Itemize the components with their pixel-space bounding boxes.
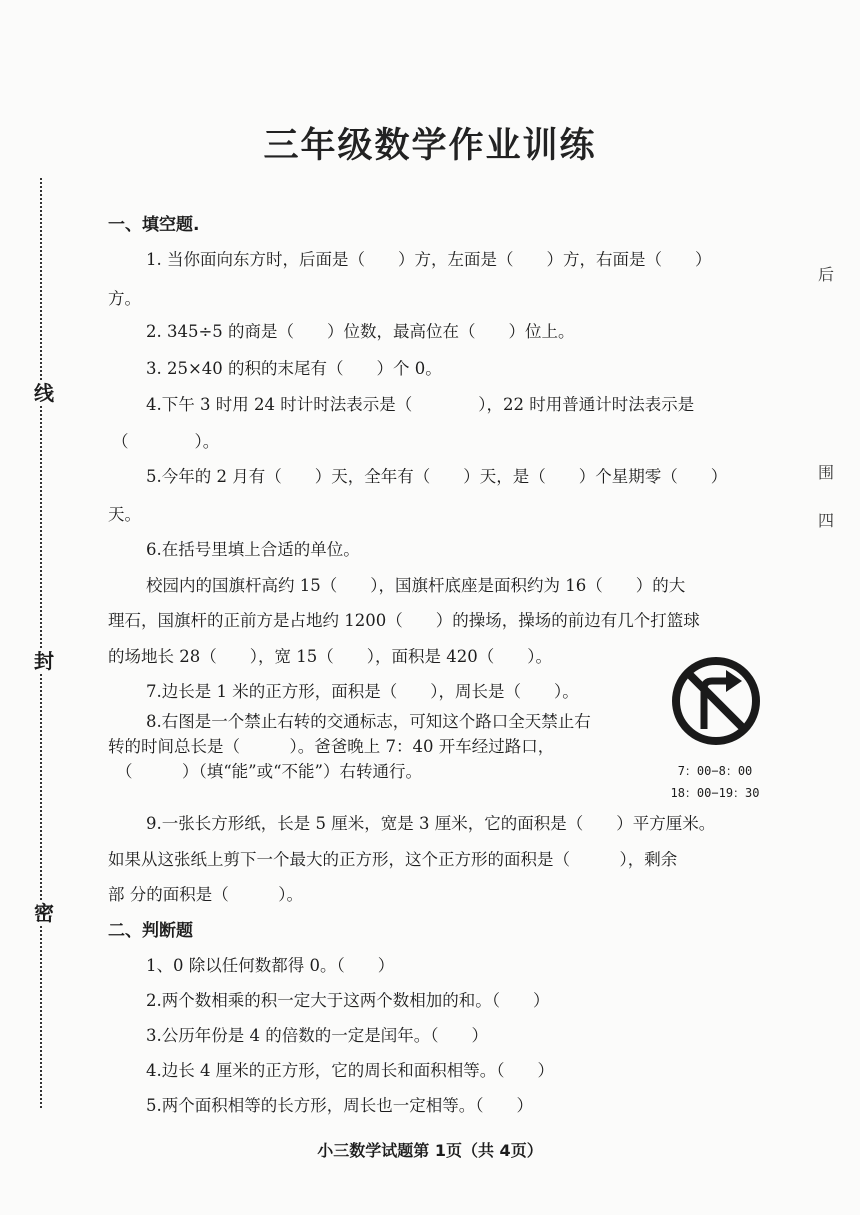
question-3: 3. 25×40 的积的末尾有（ ）个 0。	[146, 359, 442, 378]
question-4-line-1: 4.下午 3 时用 24 时计时法表示是（ ），22 时用普通计时法表示是	[146, 395, 695, 414]
question-2: 2. 345÷5 的商是（ ）位数，最高位在（ ）位上。	[146, 322, 575, 341]
section-heading-fill: 一、填空题.	[108, 215, 200, 235]
judge-4: 4.边长 4 厘米的正方形，它的周长和面积相等。（ ）	[146, 1061, 554, 1080]
no-right-turn-sign-icon	[670, 655, 762, 747]
judge-5: 5.两个面积相等的长方形，周长也一定相等。（ ）	[146, 1096, 533, 1115]
edge-char: 后	[818, 265, 835, 284]
section-heading-judge: 二、判断题	[108, 921, 193, 941]
question-9-line-2: 如果从这张纸上剪下一个最大的正方形，这个正方形的面积是（ ），剩余	[108, 850, 678, 869]
question-7: 7.边长是 1 米的正方形，面积是（ ），周长是（ ）。	[146, 682, 579, 701]
question-6-line-3: 的场地长 28（ ），宽 15（ ），面积是 420（ ）。	[108, 647, 552, 666]
judge-2: 2.两个数相乘的积一定大于这两个数相加的和。（ ）	[146, 991, 550, 1010]
question-9-line-1: 9.一张长方形纸，长是 5 厘米，宽是 3 厘米，它的面积是（ ）平方厘米。	[146, 814, 716, 833]
seal-char-feng: 封	[34, 649, 54, 673]
seal-char-xian: 线	[34, 381, 54, 405]
binding-line	[40, 178, 42, 1108]
question-6-line-1: 校园内的国旗杆高约 15（ ），国旗杆底座是面积约为 16（ ）的大	[146, 576, 686, 595]
question-8-line-2: 转的时间总长是（ ）。爸爸晚上 7：40 开车经过路口，	[108, 737, 555, 756]
page-title: 三年级数学作业训练	[263, 126, 597, 166]
question-8-line-1: 8.右图是一个禁止右转的交通标志，可知这个路口全天禁止右	[146, 712, 591, 731]
seal-char-mi: 密	[34, 901, 54, 925]
question-4-line-2: （ ）。	[112, 432, 220, 451]
question-6-line-2: 理石，国旗杆的正前方是占地约 1200（ ）的操场，操场的前边有几个打篮球	[108, 611, 700, 630]
edge-char: 围	[818, 463, 835, 482]
question-5-line-1: 5.今年的 2 月有（ ）天，全年有（ ）天，是（ ）个星期零（ ）	[146, 467, 728, 486]
sign-time-morning: 7：00−8：00	[677, 764, 753, 778]
page-footer: 小三数学试题第 1页（共 4页）	[317, 1141, 543, 1160]
judge-3: 3.公历年份是 4 的倍数的一定是闰年。（ ）	[146, 1026, 488, 1045]
question-1-line-2: 方。	[108, 289, 141, 308]
edge-char: 四	[818, 511, 835, 530]
question-6: 6.在括号里填上合适的单位。	[146, 540, 360, 559]
question-1-line-1: 1. 当你面向东方时，后面是（ ）方，左面是（ ）方，右面是（ ）	[146, 250, 712, 269]
question-8-line-3: （ ）（填“能”或“不能”）右转通行。	[116, 762, 422, 781]
question-9-line-3: 部 分的面积是（ ）。	[108, 885, 303, 904]
judge-1: 1、0 除以任何数都得 0。（ ）	[146, 956, 395, 975]
sign-time-evening: 18：00−19：30	[670, 786, 760, 800]
question-5-line-2: 天。	[108, 505, 141, 524]
